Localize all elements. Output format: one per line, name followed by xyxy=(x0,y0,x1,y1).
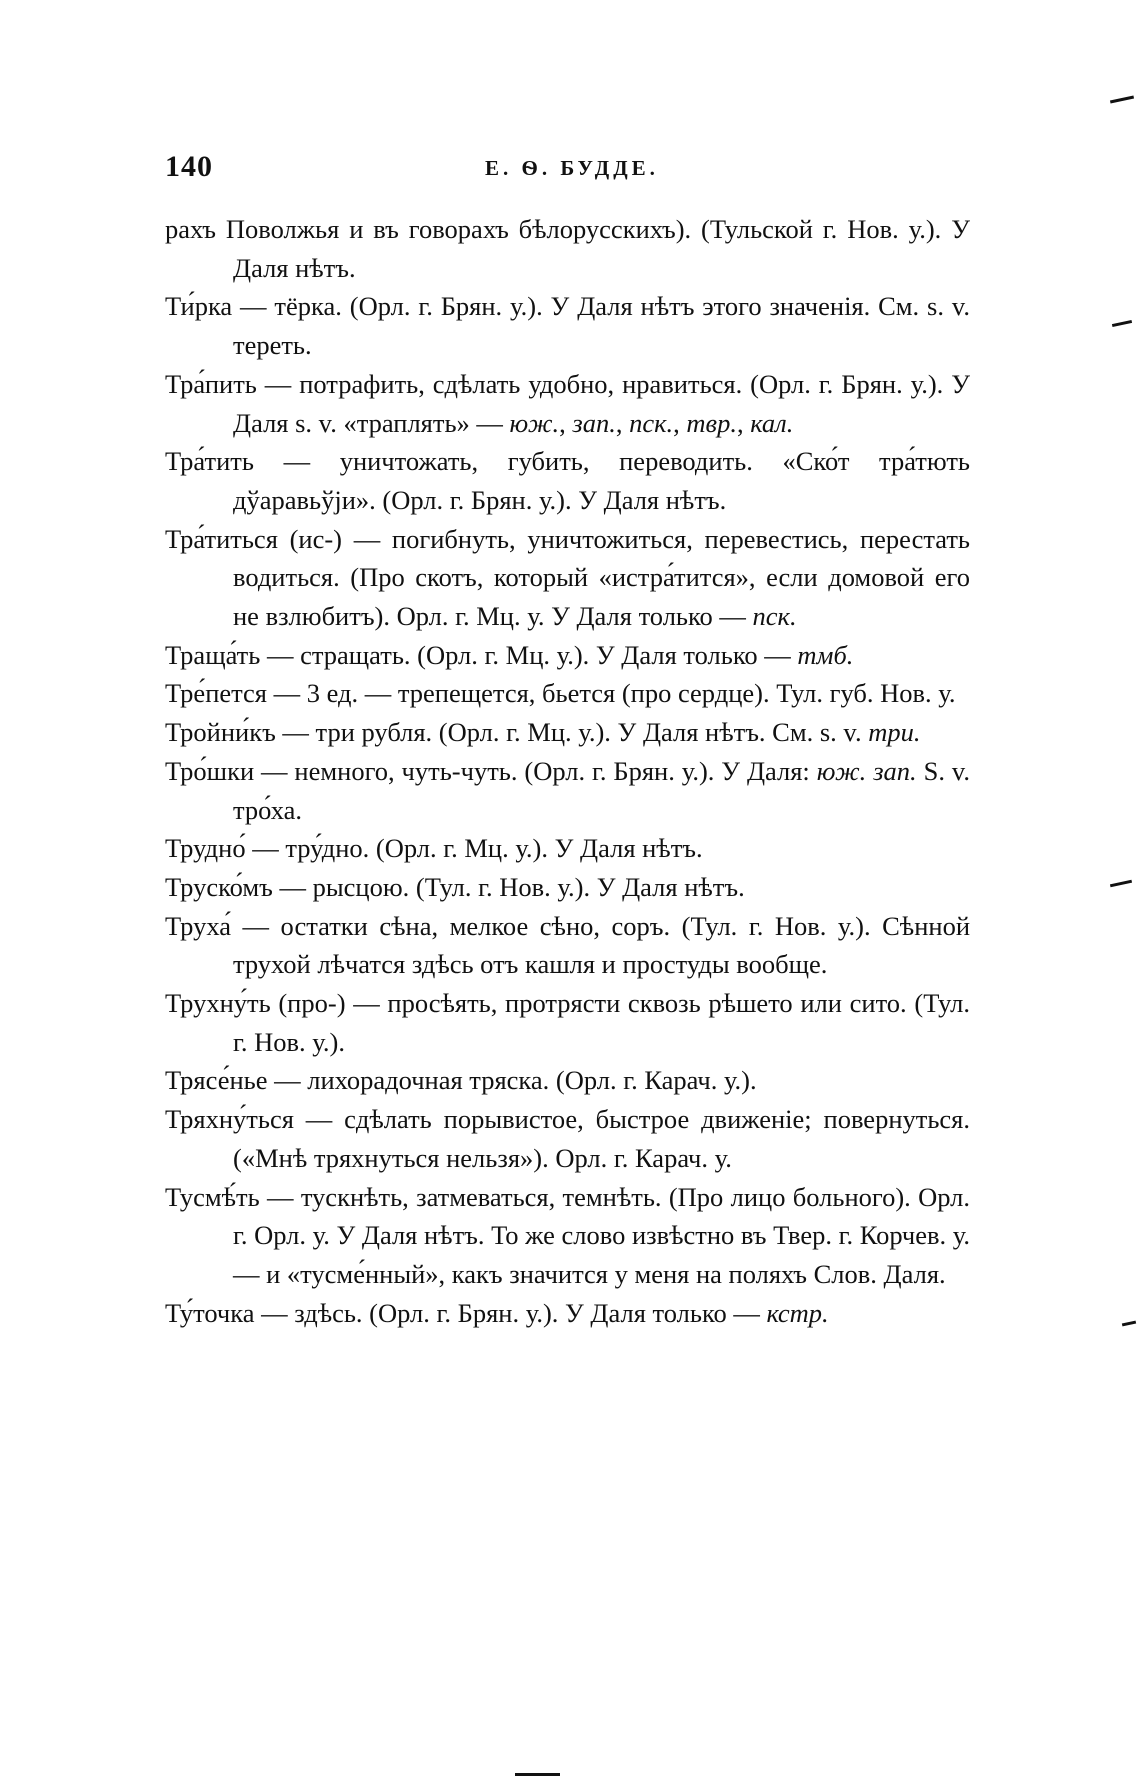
entry-text: Тре́пется — 3 ед. — трепещется, бьется (про сердце). Тул. губ. Нов. у. xyxy=(165,678,956,709)
entry-text: Труско́мъ — рысцою. (Тул. г. Нов. у.). У Даля нѣтъ. xyxy=(165,871,745,902)
dictionary-entry xyxy=(165,713,970,752)
dictionary-entry xyxy=(165,1100,970,1177)
entry-abbreviation: юж. xyxy=(509,407,560,438)
entry-text: Трясе́нье — лихорадочная тряска. (Орл. г. Карач. у.). xyxy=(165,1065,757,1096)
entry-abbreviation: пск. xyxy=(629,407,674,438)
entry-abbreviation: пск. xyxy=(752,601,797,632)
entry-text: Траща́ть — стращать. (Орл. г. Мц. у.). У Даля только — xyxy=(165,639,798,670)
dictionary-entry xyxy=(165,365,970,442)
entry-text: Тройни́къ — три рубля. (Орл. г. Мц. у.). У Даля нѣтъ. См. s. v. xyxy=(165,717,869,748)
entry-text: , xyxy=(559,407,573,438)
dictionary-entry xyxy=(165,1061,970,1100)
dictionary-entry xyxy=(165,984,970,1061)
entry-text: Труха́ — остатки сѣна, мелкое сѣно, соръ. (Тул. г. Нов. у.). Сѣнной трухой лѣчатся здѣсь отъ кашля и простуды вообще. xyxy=(165,910,970,980)
margin-mark xyxy=(1110,880,1132,888)
dictionary-entry xyxy=(165,907,970,984)
dictionary-entry xyxy=(165,674,970,713)
dictionary-entry xyxy=(165,287,970,364)
dictionary-entry xyxy=(165,442,970,519)
dictionary-entry xyxy=(165,520,970,636)
entry-text: Тро́шки — немного, чуть-чуть. (Орл. г. Брян. у.). У Даля: xyxy=(165,755,817,786)
entry-text: рахъ Поволжья и въ говорахъ бѣлорусскихъ). (Тульской г. Нов. у.). У Даля нѣтъ. xyxy=(165,214,970,283)
entry-text: Ту́точка — здѣсь. (Орл. г. Брян. у.). У Даля только — xyxy=(165,1297,767,1328)
dictionary-entry xyxy=(165,868,970,907)
dictionary-entry xyxy=(165,210,970,287)
entry-text: , xyxy=(615,407,630,438)
dictionary-entry xyxy=(165,1178,970,1294)
entry-abbreviation: юж. xyxy=(816,755,867,786)
entry-text: Трухну́ть (про-) — просѣять, протрясти сквозь рѣшето или сито. (Тул. г. Нов. у.). xyxy=(165,988,970,1057)
entry-abbreviation: кал. xyxy=(750,407,794,438)
page-number: 140 xyxy=(165,150,213,183)
running-head: Е. Ѳ. БУДДЕ. xyxy=(485,156,659,180)
bottom-rule xyxy=(515,1773,560,1776)
page-header xyxy=(165,150,975,190)
entry-text: Тряхну́ться — сдѣлать порывистое, быстрое движеніе; повернуться. («Мнѣ тряхнуться нельзя»). Орл. г. Карач. у. xyxy=(165,1104,970,1173)
entry-abbreviation: три. xyxy=(868,717,921,748)
entry-abbreviation: тмб. xyxy=(797,639,854,670)
entry-abbreviation: зап. xyxy=(572,407,616,438)
entry-text: Трудно́ — тру́дно. (Орл. г. Мц. у.). У Даля нѣтъ. xyxy=(165,833,703,864)
entry-text: Тра́титься (ис-) — погибнуть, уничтожиться, перевестись, перестать водиться. (Про скотъ, который «истра́тится», если домовой его не взлюбитъ). Орл. г. Мц. у. У Даля только — xyxy=(165,523,970,632)
entry-text: Тра́пить — потрафить, сдѣлать удобно, нравиться. (Орл. г. Брян. у.). У Даля s. v. «траплять» — xyxy=(165,368,970,438)
dictionary-entry xyxy=(165,752,970,829)
entry-text: , xyxy=(736,407,751,438)
dictionary-entry xyxy=(165,829,970,868)
entry-text: Тусмѣ́ть — тускнѣть, затмеваться, темнѣть. (Про лицо больного). Орл. г. Орл. у. У Даля нѣтъ. То же слово извѣстно въ Твер. г. Корчев. у. — и «тусме́нный», какъ значится у меня на поляхъ Слов. Даля. xyxy=(165,1181,970,1289)
dictionary-entry xyxy=(165,636,970,675)
entry-text: , xyxy=(673,407,687,438)
entry-text: Ти́рка — тёрка. (Орл. г. Брян. у.). У Даля нѣтъ этого значенія. См. s. v. тереть. xyxy=(165,291,970,361)
entry-abbreviation: кстр. xyxy=(766,1297,829,1328)
margin-mark xyxy=(1112,320,1132,327)
dictionary-entries xyxy=(165,210,970,1332)
entry-abbreviation: твр. xyxy=(686,407,737,438)
entry-text: S. v. тро́ха. xyxy=(233,755,970,825)
margin-mark xyxy=(1122,1321,1136,1327)
entry-text: Тра́тить — уничтожать, губить, переводить. «Ско́т тра́тють дўаравьўји». (Орл. г. Брян. у.). У Даля нѣтъ. xyxy=(165,446,970,515)
entry-abbreviation: зап. xyxy=(873,755,917,786)
dictionary-entry xyxy=(165,1294,970,1333)
margin-mark xyxy=(1110,96,1134,104)
